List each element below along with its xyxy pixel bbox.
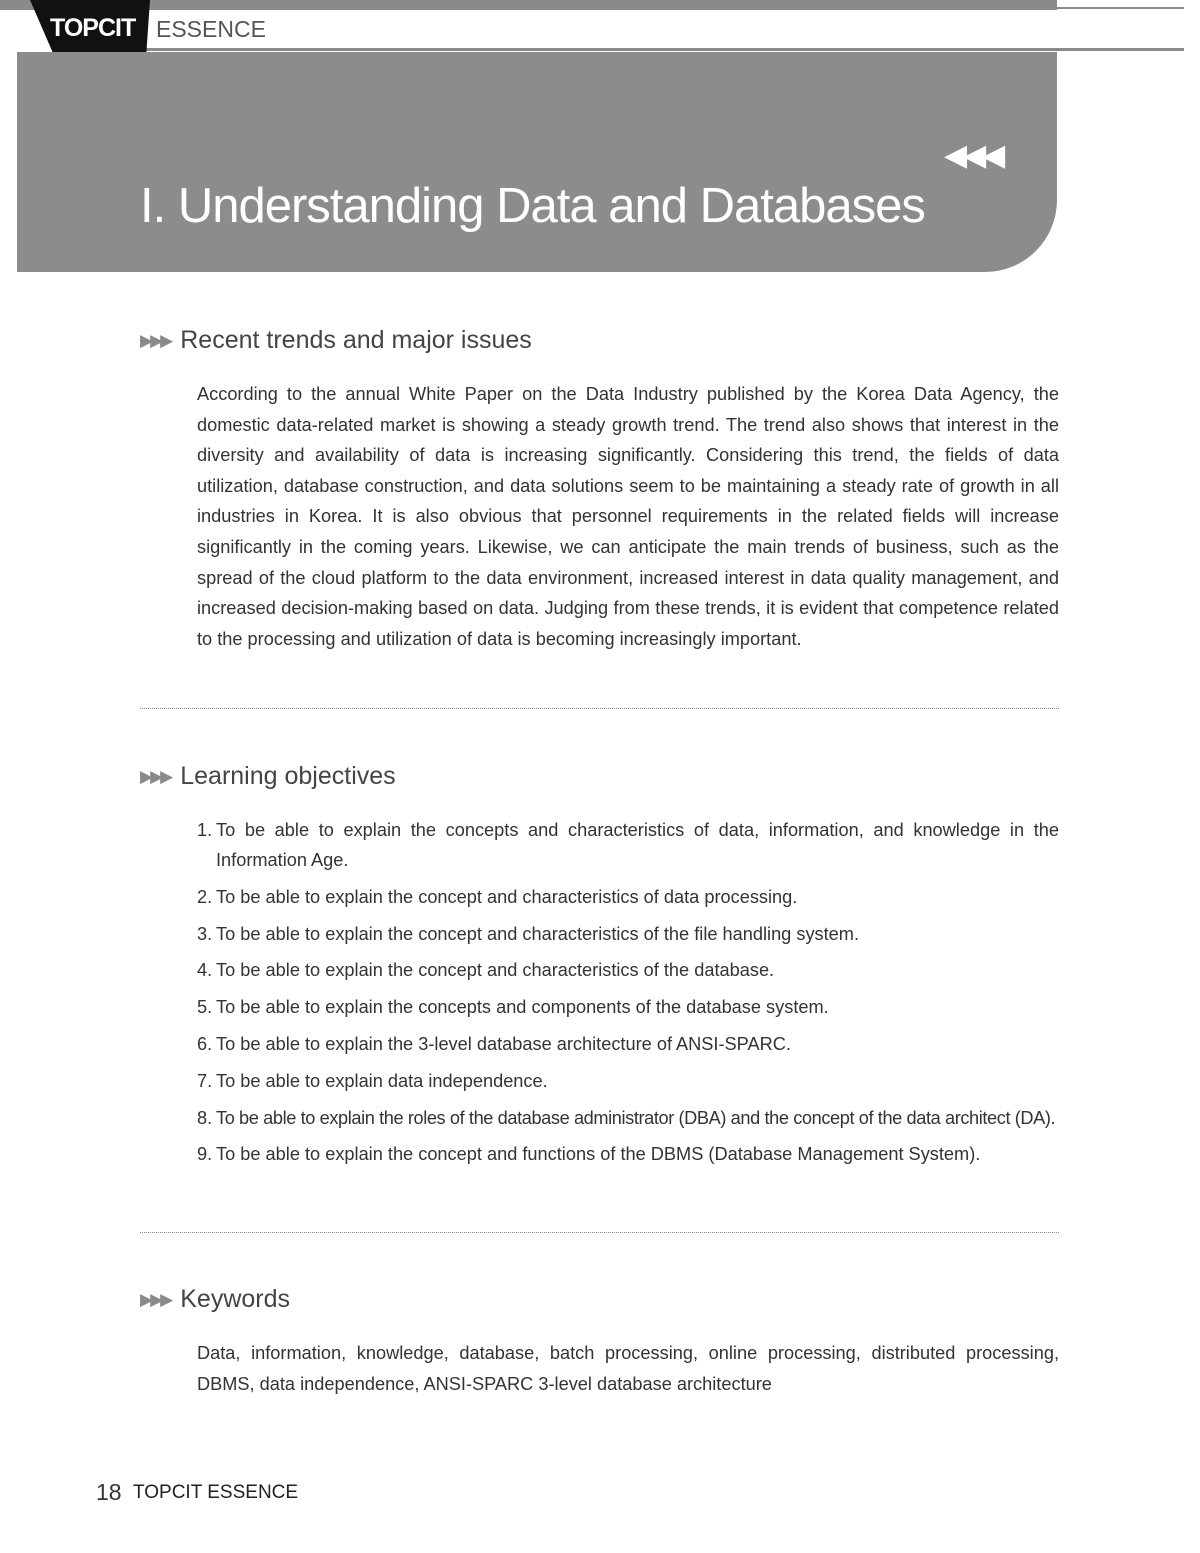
item-number: 1.	[197, 820, 213, 840]
item-text: To be able to explain the 3-level database architecture of ANSI-SPARC.	[216, 1033, 791, 1054]
list-item	[197, 1103, 1059, 1133]
triangle-arrows-icon: ▶▶▶	[140, 766, 171, 786]
item-text: To be able to explain the concept and characteristics of the file handling system.	[216, 923, 859, 944]
chapter-title: I. Understanding Data and Databases	[140, 179, 925, 233]
section-objectives-title: Learning objectives	[180, 762, 396, 790]
item-number: 6.	[197, 1033, 213, 1054]
list-item	[197, 955, 1059, 985]
list-item	[197, 815, 1059, 875]
list-item	[197, 882, 1059, 912]
list-item	[197, 1029, 1059, 1059]
item-number: 7.	[197, 1070, 213, 1091]
list-item	[197, 1066, 1059, 1096]
section-divider	[140, 708, 1059, 709]
item-text: To be able to explain the concepts and characteristics of data, information, and knowledge in the Information Age.	[216, 820, 1059, 870]
section-divider	[140, 1232, 1059, 1233]
header-rule	[140, 48, 1184, 51]
section-objectives-heading	[140, 762, 396, 791]
item-number: 4.	[197, 960, 213, 981]
section-trends-title: Recent trends and major issues	[180, 326, 532, 354]
section-keywords-heading	[140, 1285, 290, 1314]
item-number: 3.	[197, 923, 213, 944]
item-text: To be able to explain data independence.	[216, 1070, 548, 1091]
item-text: To be able to explain the concept and characteristics of data processing.	[216, 886, 798, 907]
item-number: 5.	[197, 997, 213, 1018]
chapter-banner	[17, 52, 1057, 272]
section-trends-heading	[140, 326, 532, 355]
item-number: 8.	[197, 1107, 213, 1128]
footer-label: TOPCIT ESSENCE	[133, 1482, 299, 1503]
header-top-bar-right	[1057, 7, 1184, 9]
item-text: To be able to explain the concept and functions of the DBMS (Database Management System).	[216, 1144, 981, 1165]
header-top-bar	[0, 0, 1057, 10]
logo: TOPCIT	[50, 14, 136, 42]
list-item	[197, 919, 1059, 949]
list-item	[197, 992, 1059, 1022]
list-item	[197, 1139, 1059, 1169]
item-number: 2.	[197, 886, 213, 907]
trends-paragraph: According to the annual White Paper on the Data Industry published by the Korea Data Agency, the domestic data-related market is showing a steady growth trend. The trend also shows that interest in the diversity and availability of data is increasing significantly. Considering this trend, the fields of data utilization, database construction, and data solutions seem to be maintaining a steady rate of growth in all industries in Korea. It is also obvious that personnel requirements in the related fields will increase significantly in the coming years. Likewise, we can anticipate the main trends of business, such as the spread of the cloud platform to the data environment, increased interest in data quality management, and increased decision-making based on data. Judging from these trends, it is evident that competence related to the processing and utilization of data is becoming increasingly important.	[197, 384, 1059, 649]
item-number: 9.	[197, 1144, 213, 1165]
item-text: To be able to explain the roles of the database administrator (DBA) and the concept of the data architect (DA).	[216, 1107, 1056, 1128]
page-number: 18	[96, 1479, 122, 1505]
triangle-arrows-icon: ▶▶▶	[140, 330, 171, 350]
objectives-list	[197, 815, 1059, 1176]
keywords-paragraph: Data, information, knowledge, database, batch processing, online processing, distributed processing, DBMS, data independence, ANSI-SPARC 3-level database architecture	[197, 1343, 1059, 1394]
item-text: To be able to explain the concept and characteristics of the database.	[216, 960, 775, 981]
banner-arrows-icon: ◀◀◀	[944, 139, 1002, 172]
series-label: ESSENCE	[156, 16, 266, 42]
item-text: To be able to explain the concepts and components of the database system.	[216, 997, 829, 1018]
section-keywords-title: Keywords	[180, 1285, 290, 1313]
triangle-arrows-icon: ▶▶▶	[140, 1289, 171, 1309]
